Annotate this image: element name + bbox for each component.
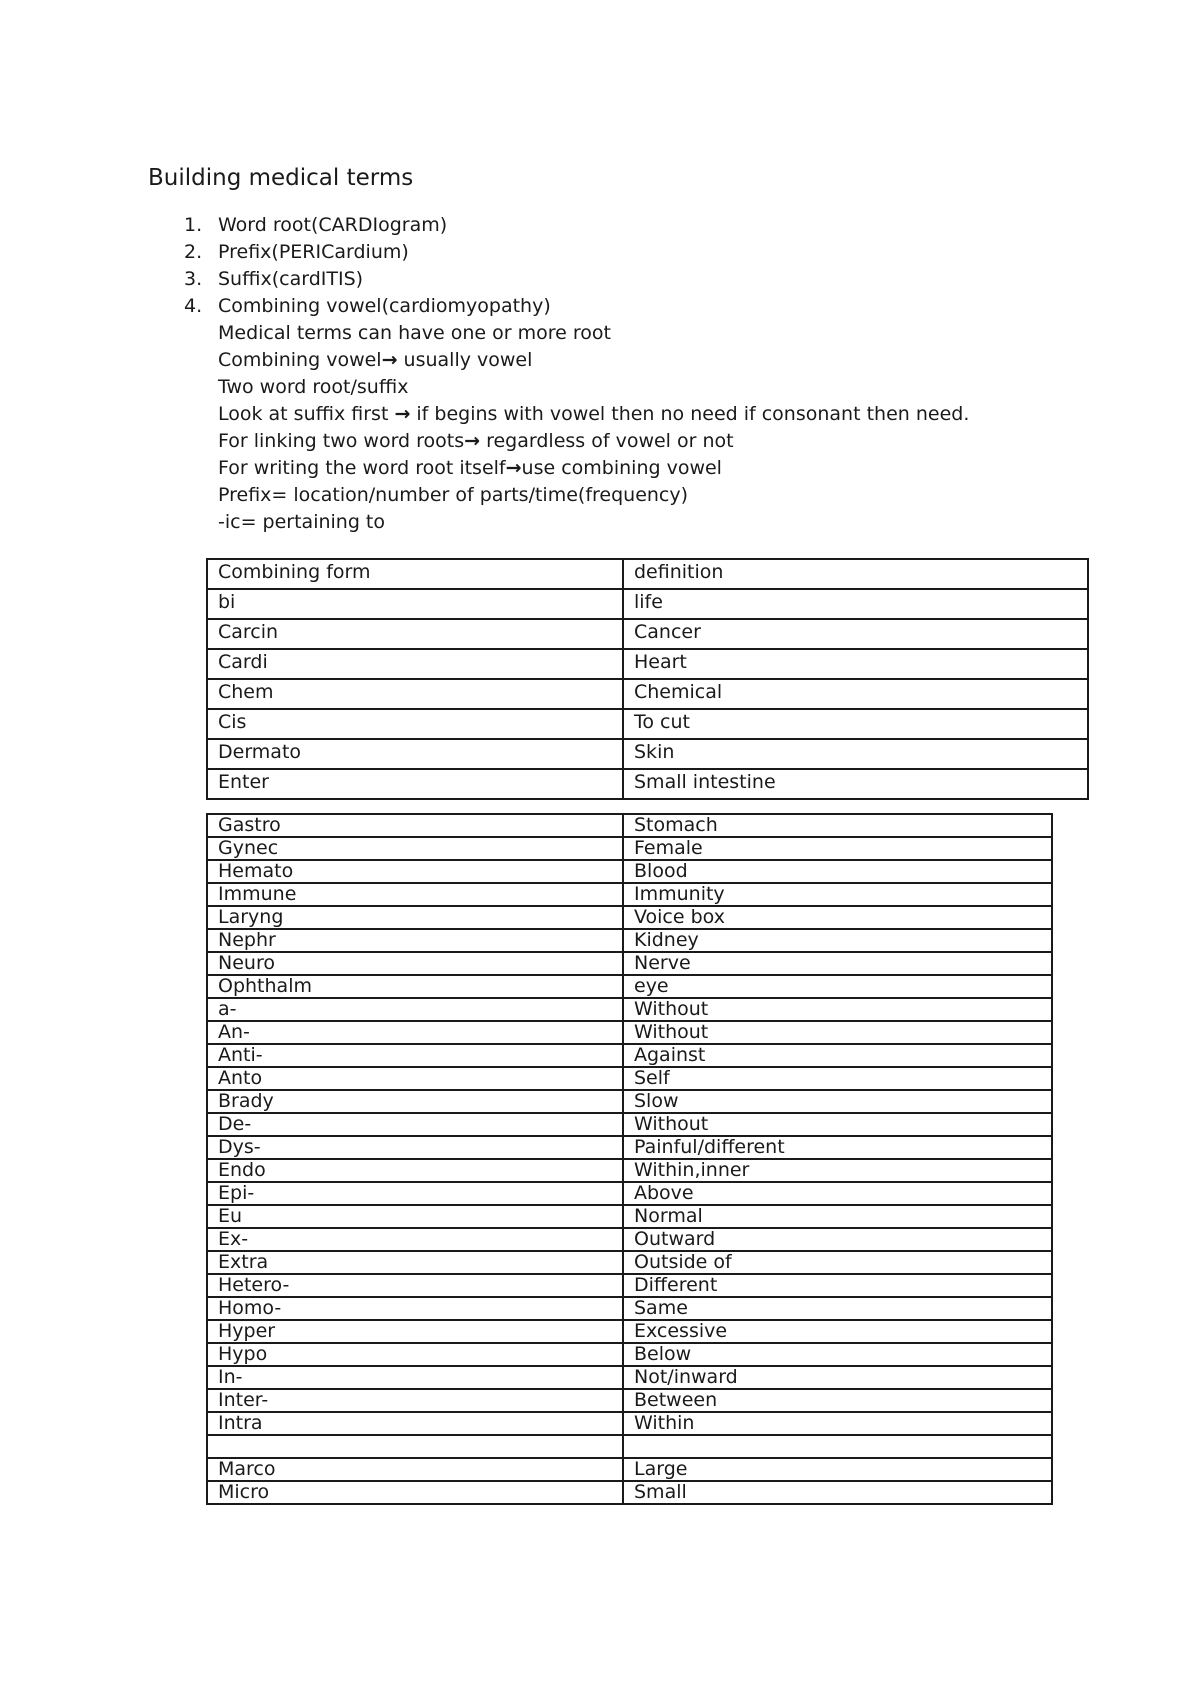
definition-cell: Outside of <box>623 1251 1052 1274</box>
definition-cell: Between <box>623 1389 1052 1412</box>
combining-form-cell: Gynec <box>207 837 623 860</box>
combining-form-cell: Gastro <box>207 814 623 837</box>
definition-cell: Different <box>623 1274 1052 1297</box>
right-arrow-icon: → <box>505 457 522 479</box>
definition-cell: Within,inner <box>623 1159 1052 1182</box>
table-row <box>207 1228 1052 1251</box>
table-row <box>207 679 1088 709</box>
table-row <box>207 837 1052 860</box>
table-row <box>207 1021 1052 1044</box>
definition-cell: Female <box>623 837 1052 860</box>
combining-form-cell: Dermato <box>207 739 623 769</box>
combining-form-cell: Cis <box>207 709 623 739</box>
definition-cell: Same <box>623 1297 1052 1320</box>
table-row <box>207 1389 1052 1412</box>
list-item: 1. Word root(CARDIogram) <box>184 214 448 236</box>
right-arrow-icon: → <box>381 349 398 371</box>
table-row <box>207 1343 1052 1366</box>
definition-cell <box>623 1435 1052 1458</box>
definition-cell: Small <box>623 1481 1052 1504</box>
definition-cell: Stomach <box>623 814 1052 837</box>
combining-form-cell: Intra <box>207 1412 623 1435</box>
right-arrow-icon: → <box>394 403 411 425</box>
definition-cell: Without <box>623 1021 1052 1044</box>
table-row <box>207 1067 1052 1090</box>
table-row <box>207 1274 1052 1297</box>
table-row <box>207 1481 1052 1504</box>
combining-form-cell: Carcin <box>207 619 623 649</box>
combining-form-cell: An- <box>207 1021 623 1044</box>
combining-form-cell: Anti- <box>207 1044 623 1067</box>
header-cell-definition: definition <box>623 559 1088 589</box>
definition-cell: eye <box>623 975 1052 998</box>
table-row <box>207 998 1052 1021</box>
note-line: -ic= pertaining to <box>218 511 386 533</box>
table-row <box>207 649 1088 679</box>
combining-form-cell: Homo- <box>207 1297 623 1320</box>
definition-cell: Painful/different <box>623 1136 1052 1159</box>
table-row <box>207 1182 1052 1205</box>
table-row <box>207 883 1052 906</box>
terms-table-top <box>206 558 1089 800</box>
terms-table-bottom <box>206 813 1053 1505</box>
definition-cell: Self <box>623 1067 1052 1090</box>
table-row <box>207 1159 1052 1182</box>
table-row <box>207 589 1088 619</box>
combining-form-cell: Marco <box>207 1458 623 1481</box>
combining-form-cell: Neuro <box>207 952 623 975</box>
table-row <box>207 1044 1052 1067</box>
list-item: 3. Suffix(cardITIS) <box>184 268 364 290</box>
definition-cell: Without <box>623 998 1052 1021</box>
note-line: Combining vowel→ usually vowel <box>218 349 533 371</box>
table-row <box>207 814 1052 837</box>
list-item: 2. Prefix(PERICardium) <box>184 241 409 263</box>
table-row <box>207 1136 1052 1159</box>
note-line: Prefix= location/number of parts/time(frequency) <box>218 484 689 506</box>
table-row <box>207 906 1052 929</box>
definition-cell: Voice box <box>623 906 1052 929</box>
right-arrow-icon: → <box>464 430 481 452</box>
note-line: For linking two word roots→ regardless of vowel or not <box>218 430 734 452</box>
definition-cell: Normal <box>623 1205 1052 1228</box>
combining-form-cell: Hetero- <box>207 1274 623 1297</box>
combining-form-cell: Ex- <box>207 1228 623 1251</box>
definition-cell: Against <box>623 1044 1052 1067</box>
page-title: Building medical terms <box>148 165 414 191</box>
definition-cell: life <box>623 589 1088 619</box>
table-row <box>207 1113 1052 1136</box>
combining-form-cell: Inter- <box>207 1389 623 1412</box>
table-row <box>207 1297 1052 1320</box>
numbered-list <box>170 212 551 320</box>
combining-form-cell: Eu <box>207 1205 623 1228</box>
combining-form-cell: Dys- <box>207 1136 623 1159</box>
combining-form-cell: Cardi <box>207 649 623 679</box>
table-row <box>207 860 1052 883</box>
table-row <box>207 1251 1052 1274</box>
note-line: For writing the word root itself→use combining vowel <box>218 457 722 479</box>
note-line: Medical terms can have one or more root <box>218 322 611 344</box>
definition-cell: Cancer <box>623 619 1088 649</box>
table-row <box>207 929 1052 952</box>
definition-cell: Blood <box>623 860 1052 883</box>
combining-form-cell: Epi- <box>207 1182 623 1205</box>
table-row <box>207 1412 1052 1435</box>
table-row <box>207 709 1088 739</box>
definition-cell: Without <box>623 1113 1052 1136</box>
table-row <box>207 952 1052 975</box>
table-row <box>207 769 1088 799</box>
definition-cell: Nerve <box>623 952 1052 975</box>
combining-form-cell: Enter <box>207 769 623 799</box>
definition-cell: To cut <box>623 709 1088 739</box>
combining-form-cell: Chem <box>207 679 623 709</box>
combining-form-cell: a- <box>207 998 623 1021</box>
definition-cell: Not/inward <box>623 1366 1052 1389</box>
note-line: Look at suffix first → if begins with vowel then no need if consonant then need. <box>218 403 970 425</box>
combining-form-cell: Endo <box>207 1159 623 1182</box>
notes-list <box>218 320 969 536</box>
combining-form-cell: Hemato <box>207 860 623 883</box>
combining-form-cell: Hyper <box>207 1320 623 1343</box>
combining-form-cell: Anto <box>207 1067 623 1090</box>
definition-cell: Small intestine <box>623 769 1088 799</box>
table-row <box>207 1435 1052 1458</box>
definition-cell: Kidney <box>623 929 1052 952</box>
combining-form-cell: Ophthalm <box>207 975 623 998</box>
definition-cell: Chemical <box>623 679 1088 709</box>
combining-form-cell: In- <box>207 1366 623 1389</box>
combining-form-cell: De- <box>207 1113 623 1136</box>
note-line: Two word root/suffix <box>218 376 409 398</box>
table-row <box>207 1090 1052 1113</box>
definition-cell: Within <box>623 1412 1052 1435</box>
combining-form-cell: Immune <box>207 883 623 906</box>
table-row <box>207 739 1088 769</box>
definition-cell: Large <box>623 1458 1052 1481</box>
definition-cell: Skin <box>623 739 1088 769</box>
table-header-row <box>207 559 1088 589</box>
combining-form-cell: Brady <box>207 1090 623 1113</box>
table-row <box>207 619 1088 649</box>
combining-form-cell: Micro <box>207 1481 623 1504</box>
definition-cell: Slow <box>623 1090 1052 1113</box>
definition-cell: Outward <box>623 1228 1052 1251</box>
definition-cell: Excessive <box>623 1320 1052 1343</box>
table-row <box>207 975 1052 998</box>
combining-form-cell: Nephr <box>207 929 623 952</box>
definition-cell: Above <box>623 1182 1052 1205</box>
combining-form-cell: Hypo <box>207 1343 623 1366</box>
table-row <box>207 1320 1052 1343</box>
combining-form-cell: Laryng <box>207 906 623 929</box>
header-cell-combining-form: Combining form <box>207 559 623 589</box>
combining-form-cell: Extra <box>207 1251 623 1274</box>
table-row <box>207 1366 1052 1389</box>
combining-form-cell: bi <box>207 589 623 619</box>
table-row <box>207 1458 1052 1481</box>
definition-cell: Heart <box>623 649 1088 679</box>
table-row <box>207 1205 1052 1228</box>
definition-cell: Below <box>623 1343 1052 1366</box>
combining-form-cell <box>207 1435 623 1458</box>
definition-cell: Immunity <box>623 883 1052 906</box>
list-item: 4. Combining vowel(cardiomyopathy) <box>184 295 551 317</box>
